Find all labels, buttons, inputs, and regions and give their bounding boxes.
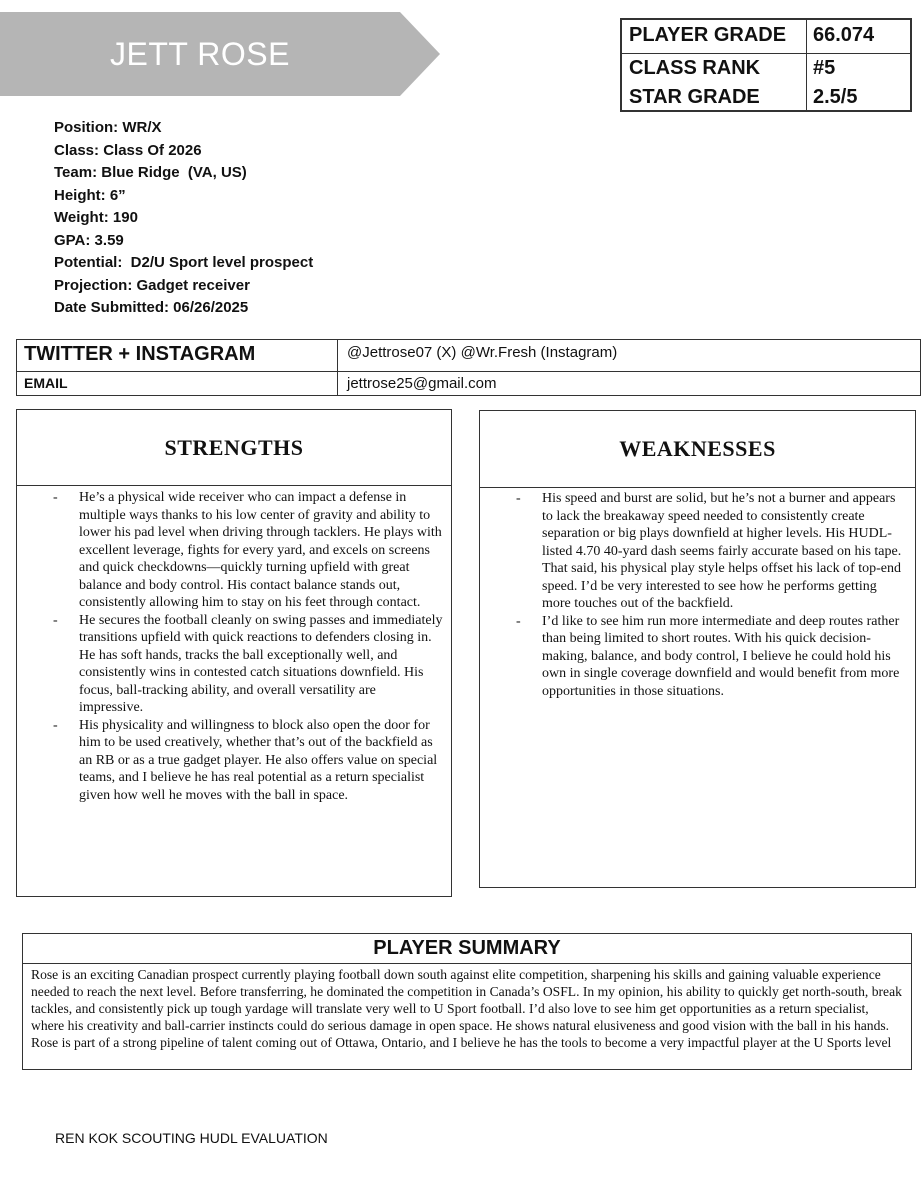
- list-item: [480, 613, 915, 701]
- summary-title: PLAYER SUMMARY: [23, 934, 911, 964]
- bullet-dash: -: [53, 717, 58, 733]
- social-handles: @Jettrose07 (X) @Wr.Fresh (Instagram): [347, 344, 618, 361]
- player-name: JETT ROSE: [110, 35, 290, 72]
- grade-table-divider: [622, 53, 910, 54]
- bullet-dash: -: [516, 491, 521, 506]
- list-item: [17, 489, 451, 612]
- info-height: Height: 6”: [54, 186, 126, 204]
- list-item: [17, 612, 451, 717]
- star-grade-value: 2.5/5: [813, 86, 858, 108]
- info-projection: Projection: Gadget receiver: [54, 276, 250, 294]
- contact-table: [16, 339, 921, 396]
- strengths-panel: [16, 409, 452, 897]
- strengths-list: [17, 489, 451, 804]
- bullet-dash: -: [516, 613, 521, 629]
- player-summary: [22, 933, 912, 1070]
- player-grade-value: 66.074: [813, 24, 875, 46]
- list-item: [480, 490, 915, 613]
- info-gpa: GPA: 3.59: [54, 231, 124, 249]
- list-item: [17, 717, 451, 805]
- weakness-text: I’d like to see him run more intermediate and deep routes rather than being limited to short routes. With his quick decision-making, balance, and body control, I believe he could hold his own in single coverage downfield and would benefit from more opportunities in those situations.: [542, 613, 900, 699]
- info-date-submitted: Date Submitted: 06/26/2025: [54, 299, 249, 316]
- info-team: Team: Blue Ridge (VA, US): [54, 164, 247, 181]
- bullet-dash: -: [53, 612, 58, 628]
- star-grade-label: STAR GRADE: [629, 86, 760, 108]
- summary-text: Rose is an exciting Canadian prospect currently playing football down south against elite competition, sharpening his skills and gaining valuable experience needed to reach the next level. Before transferring, he dominated the competition in Canada’s OSFL. In my opinion, his ability to quickly get north-south, break tackles, and consistently pick up tough yardage will translate very well to U Sport football. I’d also love to see him get opportunities as a return specialist, where his creativity and ball-carrier instincts could do serious damage in open space. He shows natural elusiveness and good vision with the ball in his hands. Rose is part of a strong pipeline of talent coming out of Ottawa, Ontario, and I believe he has the tools to become a very impactful player at the U Sports level: [31, 967, 902, 1050]
- email-label: EMAIL: [24, 375, 68, 391]
- grade-table: [620, 18, 912, 112]
- email-value: jettrose25@gmail.com: [347, 375, 497, 392]
- footer-credit: REN KOK SCOUTING HUDL EVALUATION: [55, 1130, 328, 1146]
- contact-table-divider: [337, 340, 338, 395]
- contact-table-divider: [17, 371, 920, 372]
- player-grade-label: PLAYER GRADE: [629, 24, 787, 46]
- info-position: Position: WR/X: [54, 119, 162, 136]
- strength-text: He’s a physical wide receiver who can impact a defense in multiple ways thanks to his low center of gravity and ability to lower his pad level when driving through tacklers. He plays with excellent leverage, fights for every yard, and excels on screens and quick checkdowns—quickly turning upfield with great balance and body control. His contact balance stands out, consistently allowing him to stay on his feet through contact.: [79, 490, 442, 610]
- strength-text: His physicality and willingness to block also open the door for him to be used creatively, whether that’s out of the backfield as an RB or as a true gadget player. He also offers value on special teams, and I believe he has real potential as a return specialist given how well he moves with the ball in space.: [79, 717, 438, 803]
- weaknesses-title: WEAKNESSES: [480, 411, 915, 488]
- strengths-title: STRENGTHS: [17, 410, 451, 486]
- strength-text: He secures the football cleanly on swing passes and immediately transitions upfield with quick reactions to defenders closing in. He has soft hands, tracks the ball exceptionally well, and consistently wins in contested catch situations downfield. His focus, ball-tracking ability, and overall versatility are impressive.: [79, 612, 443, 715]
- info-potential: Potential: D2/U Sport level prospect: [54, 254, 314, 271]
- weakness-text: His speed and burst are solid, but he’s not a burner and appears to lack the breakaway speed needed to consistently create separation or big plays downfield at higher levels. His HUDL-listed 4.70 40-yard dash seems fairly accurate based on his tape. That said, his physical play style helps offset his lack of top-end speed. I’d be very interested to see how he performs getting more touches out of the backfield.: [542, 491, 902, 611]
- class-rank-label: CLASS RANK: [629, 57, 761, 79]
- bullet-dash: -: [53, 490, 58, 505]
- info-class: Class: Class Of 2026: [54, 141, 202, 159]
- social-label: TWITTER + INSTAGRAM: [24, 343, 256, 365]
- class-rank-value: #5: [813, 57, 836, 79]
- weaknesses-panel: [479, 410, 916, 888]
- player-info: [54, 117, 313, 320]
- grade-table-divider: [806, 20, 807, 110]
- weaknesses-list: [480, 490, 915, 700]
- info-weight: Weight: 190: [54, 209, 138, 226]
